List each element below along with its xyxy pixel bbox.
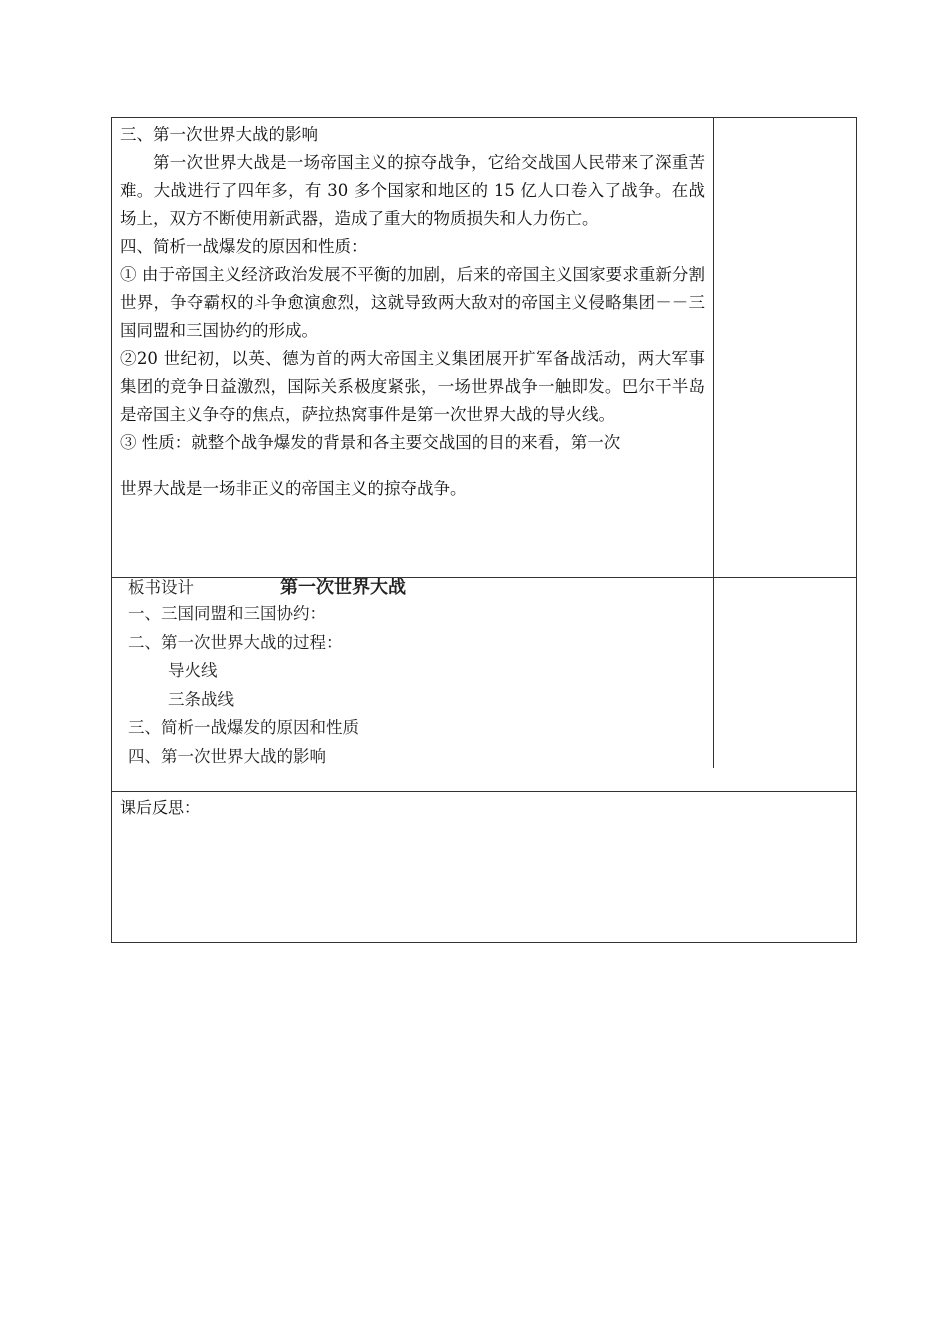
board-design-cell xyxy=(112,578,714,768)
section4-point2: ②20 世纪初，以英、德为首的两大帝国主义集团展开扩军备战活动，两大军事集团的竞争日益激烈，国际关系极度紧张，一场世界战争一触即发。巴尔干半岛是帝国主义争夺的焦点，萨拉热窝事件是第一次世界大战的导火线。 xyxy=(120,349,705,424)
section4-point3-line2: 世界大战是一场非正义的帝国主义的掠夺战争。 xyxy=(120,479,467,498)
notes-cell xyxy=(714,118,856,577)
board-subitem: 导火线 xyxy=(168,661,218,680)
board-subitem: 三条战线 xyxy=(168,689,234,709)
content-row xyxy=(112,118,856,578)
board-label: 板书设计 xyxy=(128,578,194,597)
section4-heading: 四、简析一战爆发的原因和性质： xyxy=(120,237,368,256)
board-design-row xyxy=(112,578,856,792)
reflection-label: 课后反思： xyxy=(120,798,201,817)
section4-point3-line1: ③ 性质：就整个战争爆发的背景和各主要交战国的目的来看，第一次 xyxy=(120,433,621,452)
board-item: 二、第一次世界大战的过程： xyxy=(128,632,343,652)
reflection-cell xyxy=(112,792,208,942)
lesson-content-cell xyxy=(112,118,714,577)
board-item: 三、简析一战爆发的原因和性质 xyxy=(128,718,359,737)
section3-heading: 三、第一次世界大战的影响 xyxy=(120,125,318,144)
board-notes-cell xyxy=(714,578,856,791)
board-item: 一、三国同盟和三国协约： xyxy=(128,604,326,623)
board-title: 第一次世界大战 xyxy=(280,578,406,598)
reflection-row xyxy=(112,792,856,942)
section3-paragraph: 第一次世界大战是一场帝国主义的掠夺战争，它给交战国人民带来了深重苦难。大战进行了四年多，有 30 多个国家和地区的 15 亿人口卷入了战争。在战场上，双方不断使用新武器，造成了重大的物质损失和人力伤亡。 xyxy=(120,153,705,228)
lesson-table xyxy=(111,117,857,943)
board-item: 四、第一次世界大战的影响 xyxy=(128,746,326,766)
section4-point1: ① 由于帝国主义经济政治发展不平衡的加剧，后来的帝国主义国家要求重新分割世界，争夺霸权的斗争愈演愈烈，这就导致两大敌对的帝国主义侵略集团－－三国同盟和三国协约的形成。 xyxy=(120,265,705,340)
